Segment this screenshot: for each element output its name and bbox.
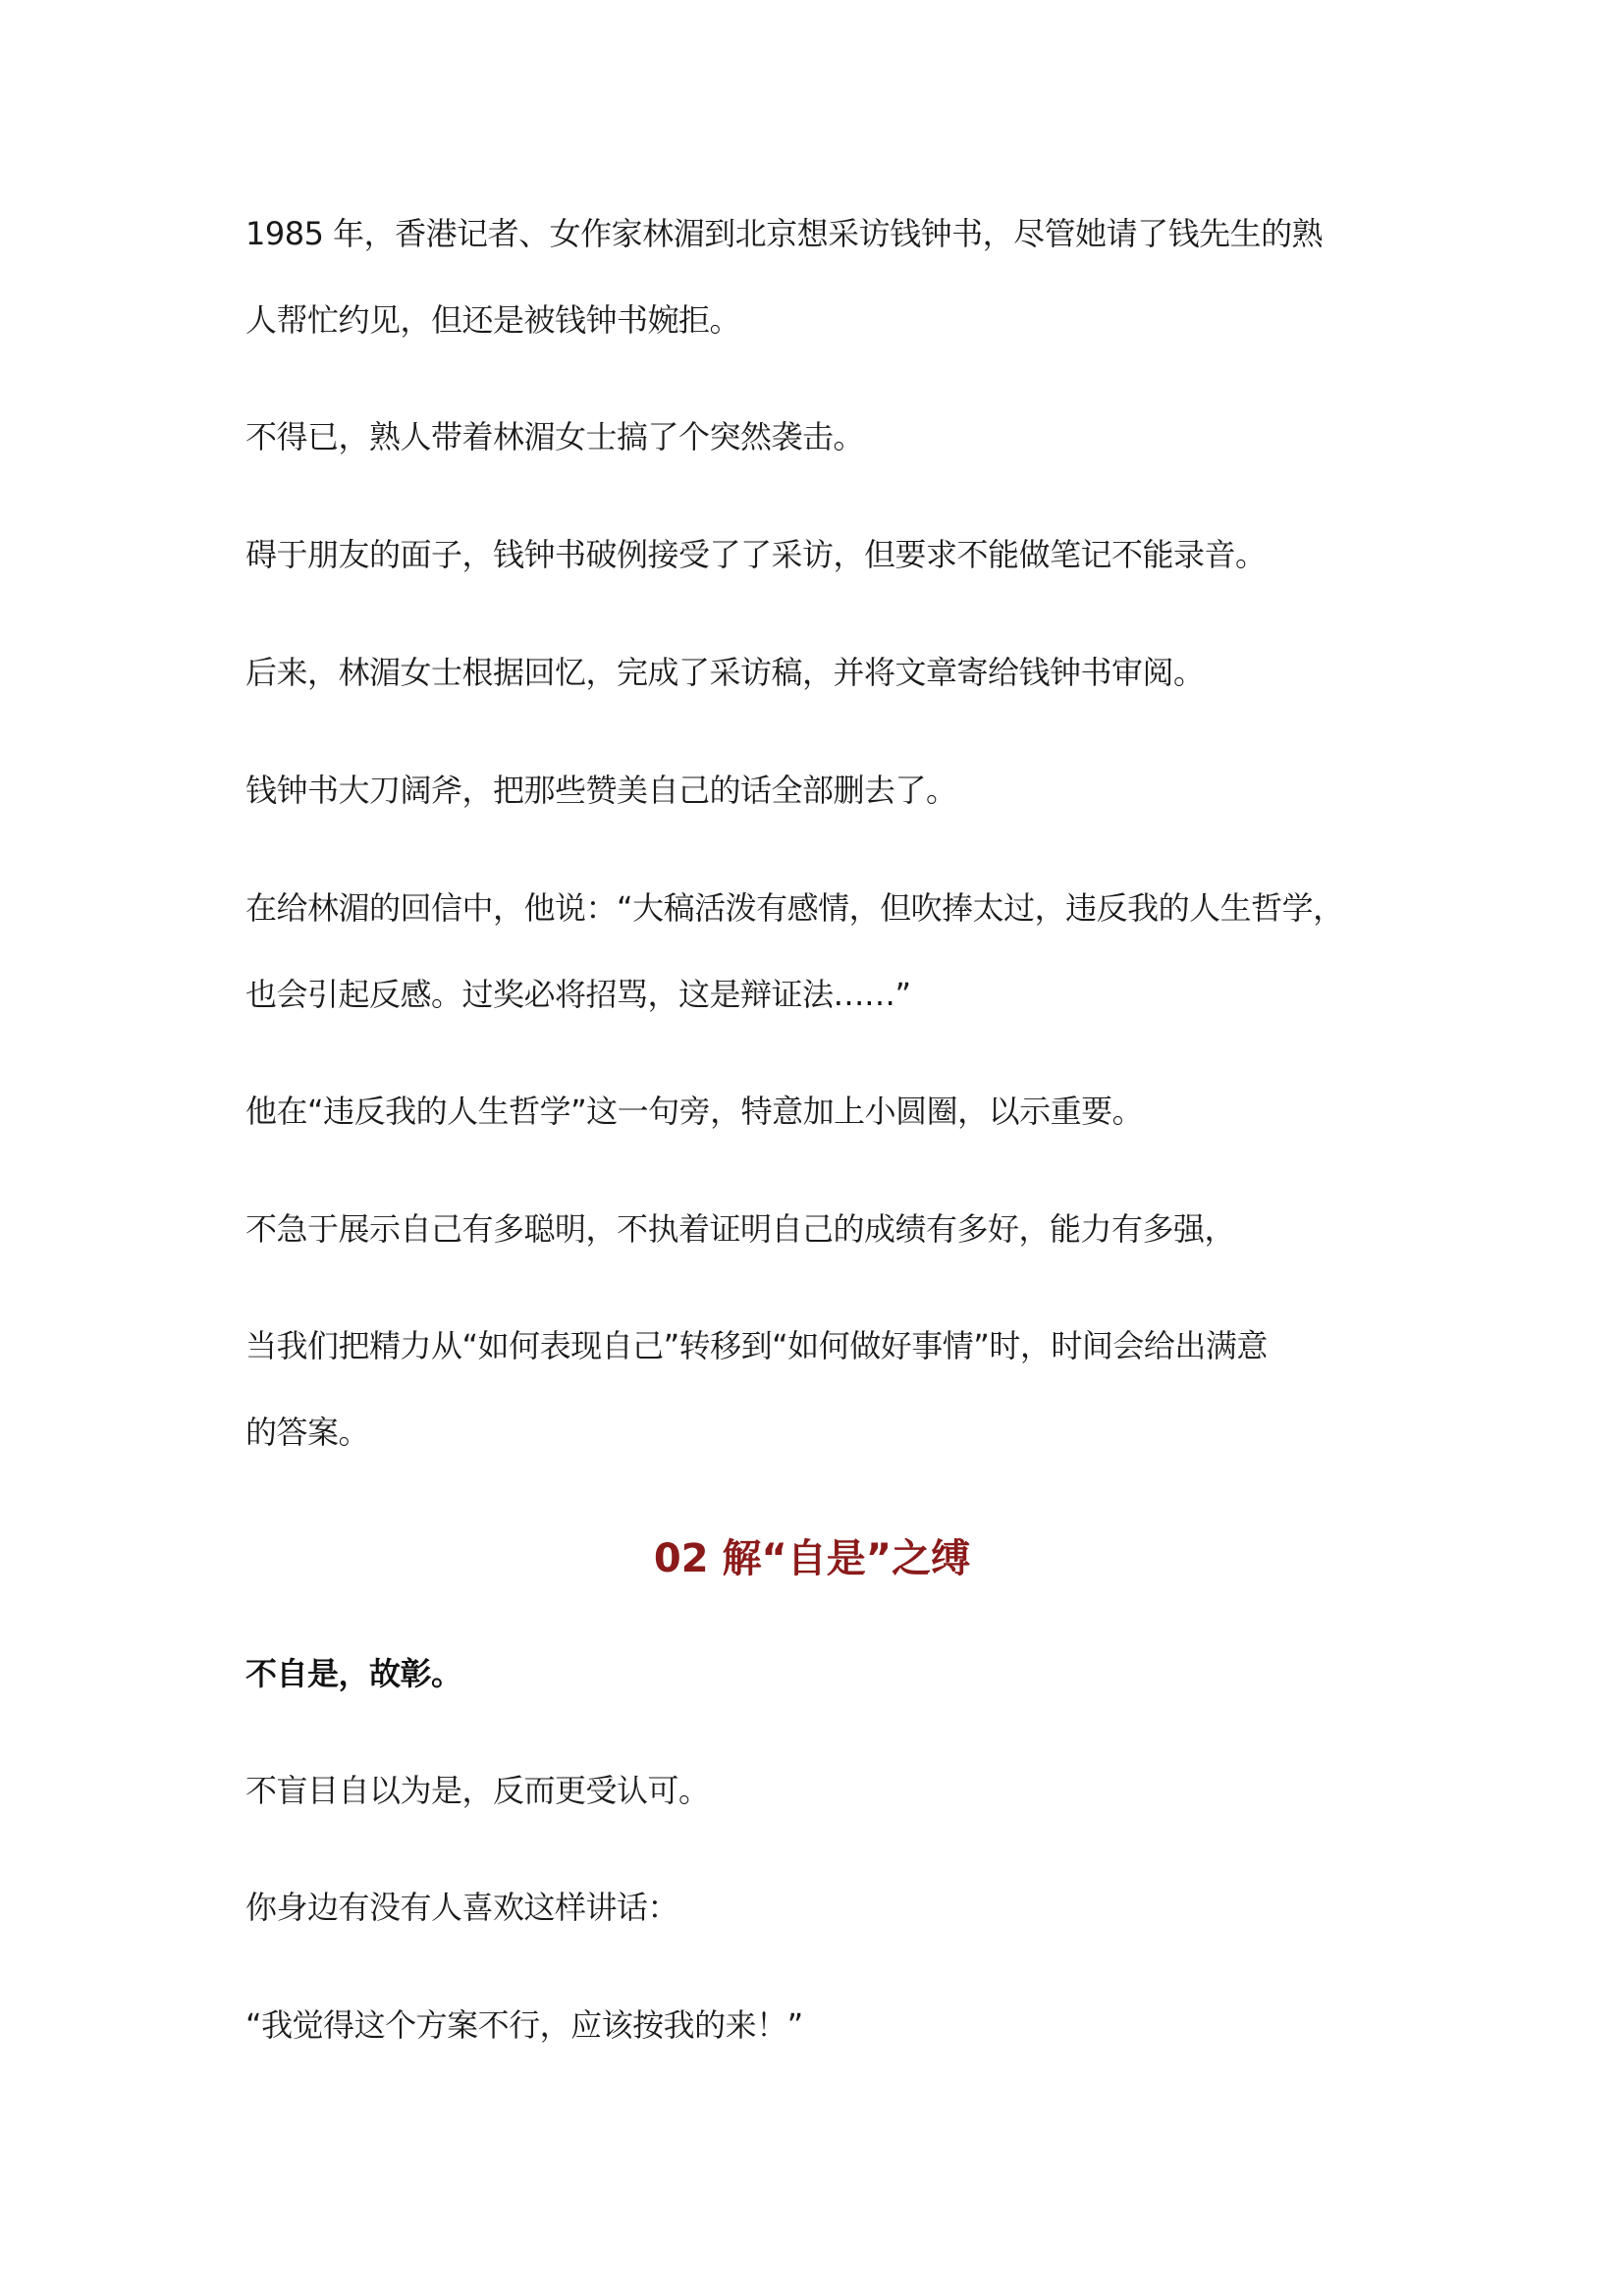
paragraph-line: 也会引起反感。过奖必将招骂，这是辩证法……” xyxy=(245,976,911,1013)
quote-line: “我觉得这个方案不行，应该按我的来！” xyxy=(245,2006,803,2044)
paragraph-line: 不急于展示自己有多聪明，不执着证明自己的成绩有多好，能力有多强， xyxy=(245,1210,1236,1248)
paragraph-line: 在给林湄的回信中，他说：“大稿活泼有感情，但吹捧太过，违反我的人生哲学， xyxy=(245,889,1344,927)
paragraph-line: 后来，林湄女士根据回忆，完成了采访稿，并将文章寄给钱钟书审阅。 xyxy=(245,654,1205,691)
paragraph-line: 你身边有没有人喜欢这样讲话： xyxy=(245,1889,679,1926)
paragraph-line: 钱钟书大刀阔斧，把那些赞美自己的话全部删去了。 xyxy=(245,772,957,809)
paragraph-line: 碍于朋友的面子，钱钟书破例接受了了采访，但要求不能做笔记不能录音。 xyxy=(245,536,1267,573)
paragraph-line: 1985 年，香港记者、女作家林湄到北京想采访钱钟书，尽管她请了钱先生的熟 xyxy=(245,215,1324,252)
section-lead-bold: 不自是，故彰。 xyxy=(245,1655,462,1692)
paragraph-line: 当我们把精力从“如何表现自己”转移到“如何做好事情”时，时间会给出满意 xyxy=(245,1327,1268,1364)
paragraph-line: 不盲目自以为是，反而更受认可。 xyxy=(245,1772,710,1809)
paragraph-line: 他在“违反我的人生哲学”这一句旁，特意加上小圆圈，以示重要。 xyxy=(245,1093,1144,1130)
paragraph-line: 不得已，熟人带着林湄女士搞了个突然袭击。 xyxy=(245,418,865,455)
section-heading: 02 解“自是”之缚 xyxy=(653,1536,971,1581)
paragraph-line: 人帮忙约见，但还是被钱钟书婉拒。 xyxy=(245,301,741,339)
paragraph-line: 的答案。 xyxy=(245,1414,370,1451)
